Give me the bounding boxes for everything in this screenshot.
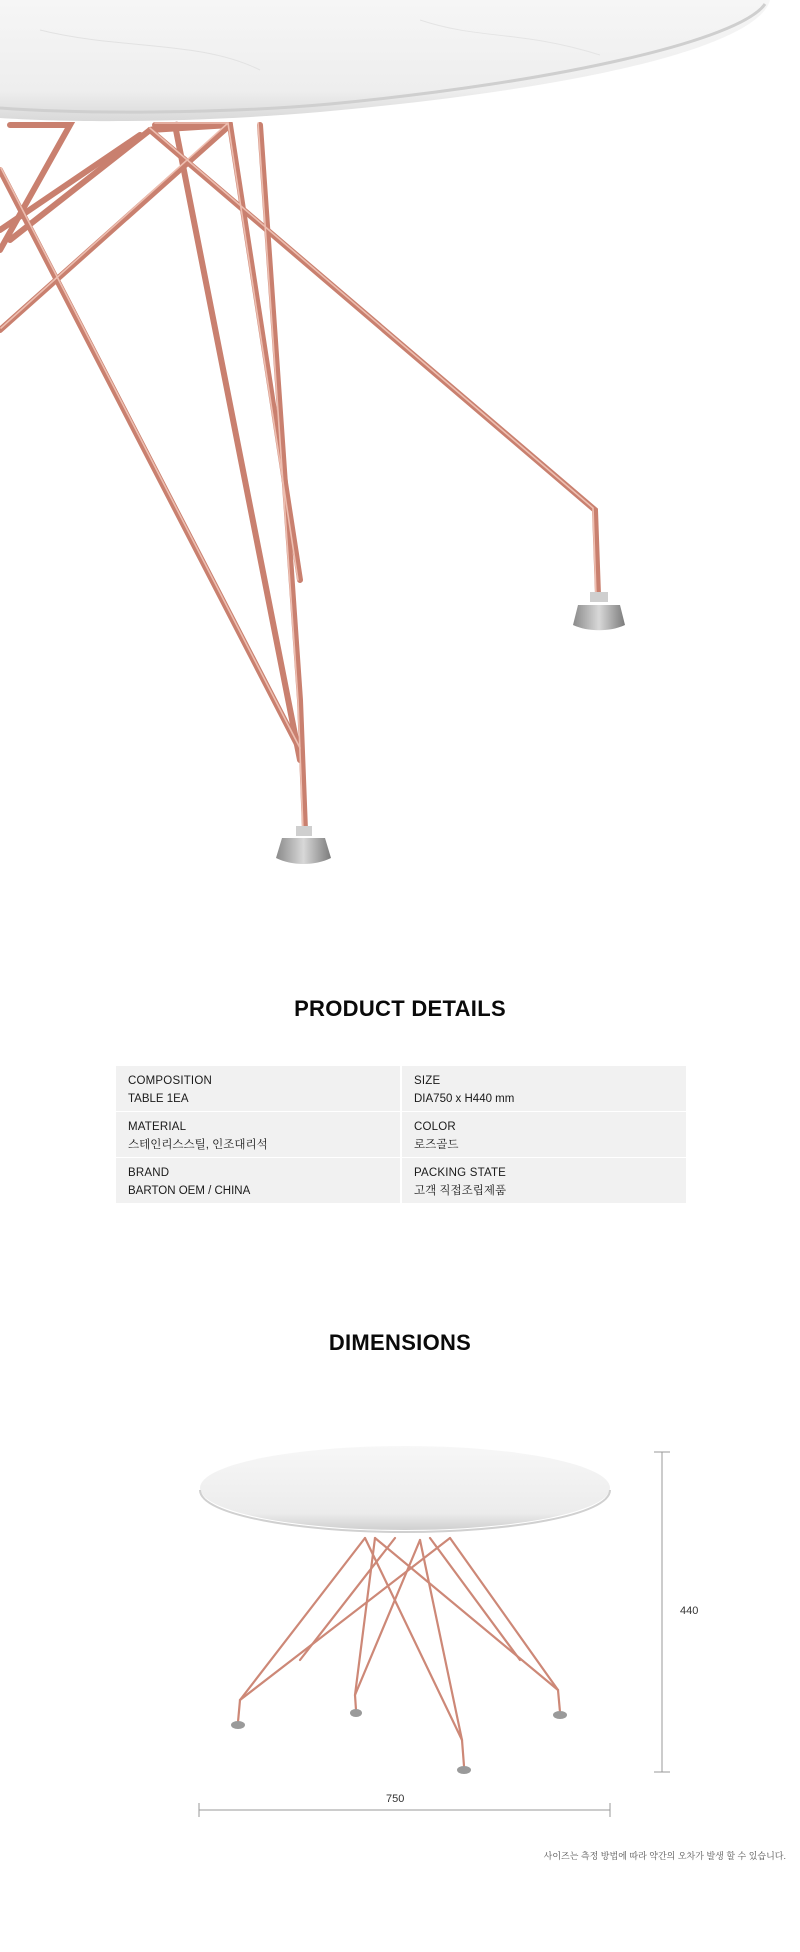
dimensions-title: DIMENSIONS [328, 1330, 472, 1355]
table-row [116, 1112, 686, 1157]
hero-product-closeup [0, 0, 800, 900]
spec-label: SIZE [414, 1075, 441, 1087]
table-feet [231, 1709, 567, 1774]
spec-packing-state [402, 1158, 686, 1203]
dimensions-diagram [0, 1420, 800, 1840]
spec-value: 스테인리스스틸, 인조대리석 [128, 1139, 268, 1151]
spec-label: PACKING STATE [414, 1167, 507, 1179]
height-dimension-line [654, 1452, 670, 1772]
width-dimension-line [199, 1803, 610, 1817]
spec-value: DIA750 x H440 mm [414, 1093, 515, 1105]
spec-value: TABLE 1EA [128, 1093, 189, 1105]
spec-value: 고객 직접조립제품 [414, 1185, 507, 1197]
height-label: 440 [680, 1605, 699, 1617]
spec-size [402, 1066, 686, 1111]
spec-label: COMPOSITION [128, 1075, 212, 1087]
table-legs [238, 1538, 560, 1766]
table-top [200, 1446, 610, 1532]
size-disclaimer-note: 사이즈는 측정 방법에 따라 약간의 오차가 발생 할 수 있습니다. [543, 1851, 786, 1861]
width-label: 750 [386, 1793, 405, 1805]
spec-value: BARTON OEM / CHINA [128, 1185, 251, 1197]
feet-closeup [276, 592, 625, 864]
spec-color [402, 1112, 686, 1157]
product-details-table [116, 1066, 686, 1204]
spec-material [116, 1112, 400, 1157]
table-row [116, 1066, 686, 1111]
spec-label: BRAND [128, 1167, 170, 1179]
spec-value: 로즈골드 [414, 1139, 459, 1151]
spec-composition [116, 1066, 400, 1111]
legs-closeup [0, 123, 598, 830]
product-details-title: PRODUCT DETAILS [294, 996, 506, 1021]
spec-label: MATERIAL [128, 1121, 187, 1133]
table-row [116, 1158, 686, 1203]
spec-label: COLOR [414, 1121, 456, 1133]
spec-brand [116, 1158, 400, 1203]
tabletop-closeup [0, 0, 770, 121]
